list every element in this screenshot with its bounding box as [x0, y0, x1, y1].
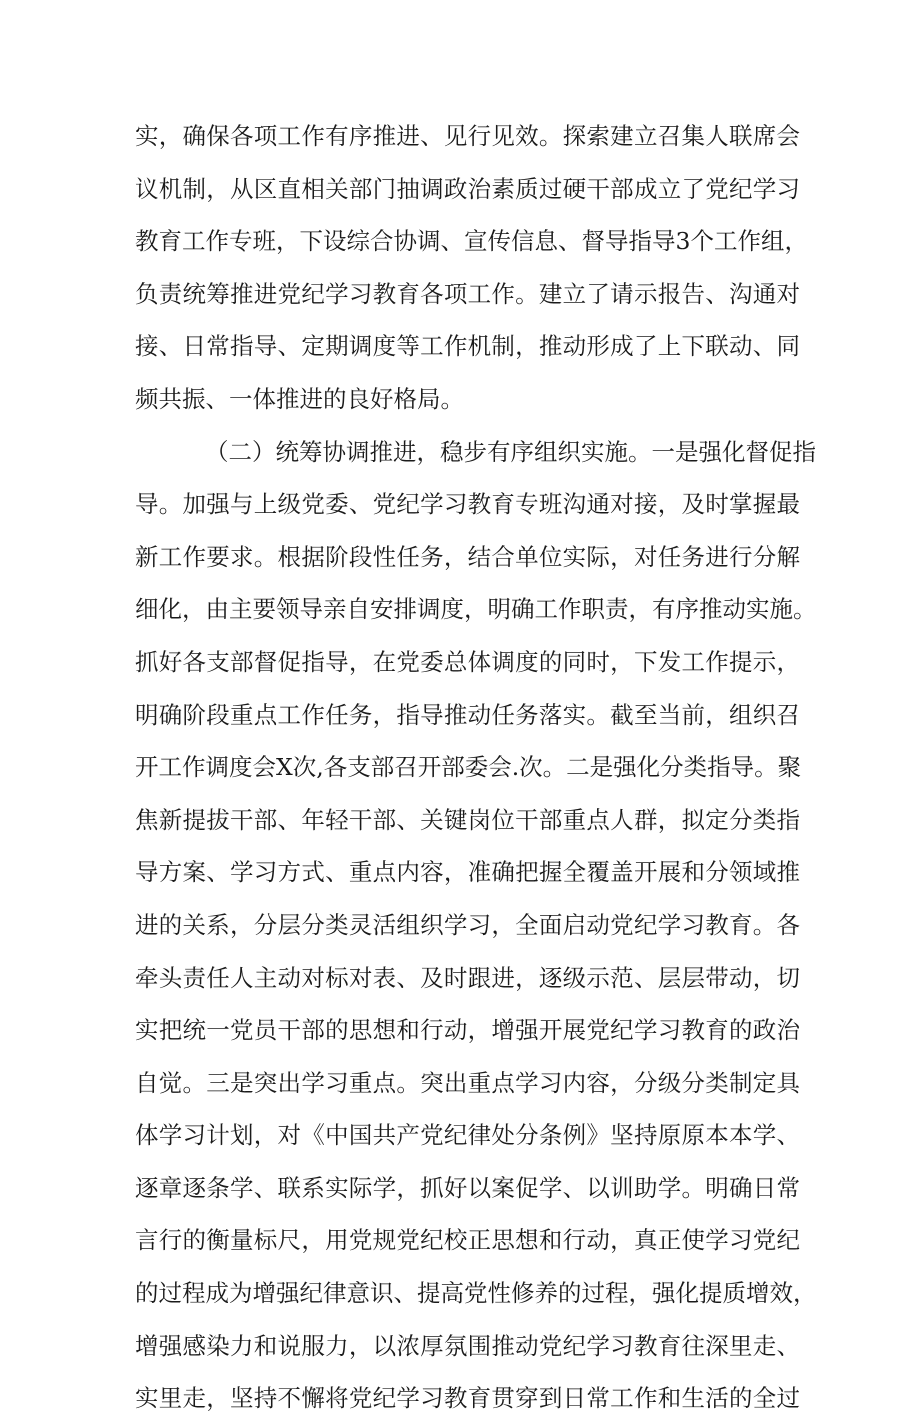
- text-line: 教育工作专班，下设综合协调、宣传信息、督导指导3个工作组，: [135, 227, 808, 256]
- section-heading-line: （二）统筹协调推进，稳步有序组织实施。一是强化督促指: [205, 437, 816, 466]
- text-line: 开工作调度会X次,各支部召开部委会.次。二是强化分类指导。聚: [135, 753, 802, 782]
- text-line: 明确阶段重点工作任务，指导推动任务落实。截至当前，组织召: [135, 700, 800, 729]
- text-line: 导方案、学习方式、重点内容，准确把握全覆盖开展和分领域推: [135, 858, 800, 887]
- text-line: 负责统筹推进党纪学习教育各项工作。建立了请示报告、沟通对: [135, 279, 800, 308]
- text-line: 增强感染力和说服力，以浓厚氛围推动党纪学习教育往深里走、: [135, 1331, 800, 1360]
- body-text: [135, 110, 817, 1425]
- text-line: 牵头责任人主动对标对表、及时跟进，逐级示范、层层带动，切: [135, 963, 800, 992]
- text-line: 逐章逐条学、联系实际学，抓好以案促学、以训助学。明确日常: [135, 1173, 800, 1202]
- text-line: 细化，由主要领导亲自安排调度，明确工作职责，有序推动实施。: [135, 595, 817, 624]
- text-line: 实，确保各项工作有序推进、见行见效。探索建立召集人联席会: [135, 122, 800, 150]
- text-line: 自觉。三是突出学习重点。突出重点学习内容，分级分类制定具: [135, 1068, 800, 1097]
- text-line: 导。加强与上级党委、党纪学习教育专班沟通对接，及时掌握最: [135, 490, 800, 519]
- text-line: 焦新提拔干部、年轻干部、关键岗位干部重点人群，拟定分类指: [135, 805, 800, 834]
- text-line: 实里走，坚持不懈将党纪学习教育贯穿到日常工作和生活的全过: [135, 1384, 800, 1413]
- text-line: 言行的衡量标尺，用党规党纪校正思想和行动，真正使学习党纪: [135, 1226, 800, 1255]
- text-line: 频共振、一体推进的良好格局。: [135, 384, 464, 413]
- text-line: 实把统一党员干部的思想和行动，增强开展党纪学习教育的政治: [135, 1016, 800, 1045]
- text-line: 的过程成为增强纪律意识、提高党性修养的过程，强化提质增效，: [135, 1279, 817, 1308]
- text-line: 议机制，从区直相关部门抽调政治素质过硬干部成立了党纪学习: [135, 174, 800, 203]
- text-line: 抓好各支部督促指导，在党委总体调度的同时，下发工作提示，: [135, 647, 800, 676]
- text-line: 体学习计划，对《中国共产党纪律处分条例》坚持原原本本学、: [135, 1121, 800, 1150]
- text-line: 新工作要求。根据阶段性任务，结合单位实际，对任务进行分解: [135, 542, 800, 571]
- text-line: 接、日常指导、定期调度等工作机制，推动形成了上下联动、同: [135, 332, 800, 361]
- text-line: 进的关系，分层分类灵活组织学习，全面启动党纪学习教育。各: [135, 910, 800, 939]
